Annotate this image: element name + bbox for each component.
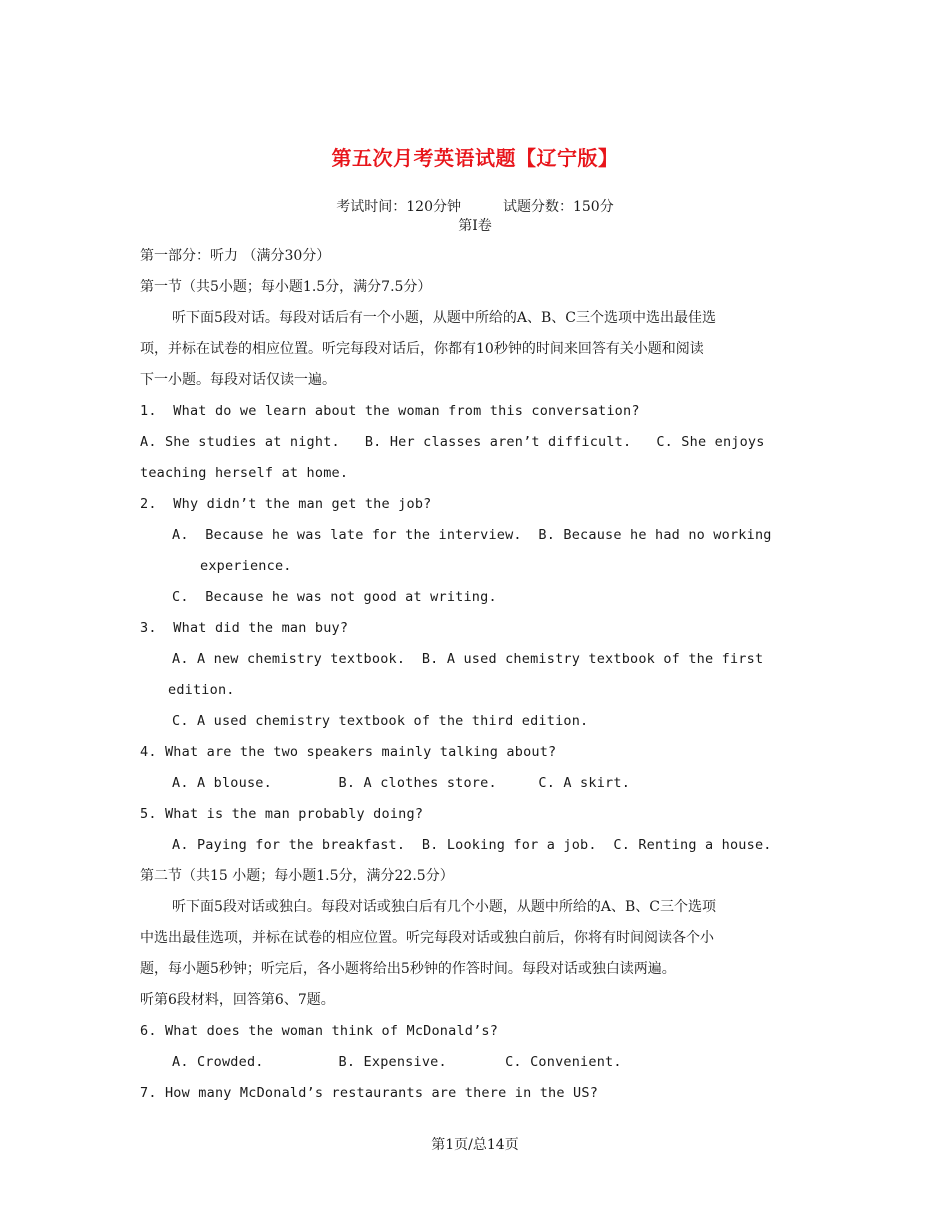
exam-title: 第五次月考英语试题【辽宁版】 bbox=[331, 146, 619, 170]
section1-instruction-line: 项，并标在试卷的相应位置。听完每段对话后，你都有10秒钟的时间来回答有关小题和阅读 bbox=[140, 341, 704, 357]
section1-heading: 第一节（共5小题；每小题1.5分，满分7.5分） bbox=[140, 279, 432, 295]
section2-instruction-line: 题，每小题5秒钟；听完后，各小题将给出5秒钟的作答时间。每段对话或独白读两遍。 bbox=[140, 961, 676, 977]
question-7: 7. How many McDonald’s restaurants are there in the US? bbox=[140, 1085, 599, 1101]
exam-info: 考试时间：120分钟 试题分数：150分 bbox=[336, 199, 614, 215]
section1-instruction-line: 下一小题。每段对话仅读一遍。 bbox=[140, 372, 336, 388]
section2-instruction-line: 听下面5段对话或独白。每段对话或独白后有几个小题，从题中所给的A、B、C三个选项 bbox=[172, 899, 717, 915]
question-1-options-cont: teaching herself at home. bbox=[140, 465, 349, 481]
page-footer: 第1页/总14页 bbox=[431, 1137, 519, 1153]
section2-heading: 第二节（共15 小题；每小题1.5分，满分22.5分） bbox=[140, 868, 454, 884]
part1-heading: 第一部分：听力 （满分30分） bbox=[140, 248, 331, 264]
question-1-options: A. She studies at night. B. Her classes aren’t difficult. C. She enjoys bbox=[140, 434, 765, 450]
question-3-option-c: C. A used chemistry textbook of the third edition. bbox=[172, 713, 589, 729]
question-5: 5. What is the man probably doing? bbox=[140, 806, 424, 822]
question-3-options: A. A new chemistry textbook. B. A used chemistry textbook of the first bbox=[172, 651, 764, 667]
question-4: 4. What are the two speakers mainly talking about? bbox=[140, 744, 557, 760]
question-1: 1. What do we learn about the woman from this conversation? bbox=[140, 403, 640, 419]
volume-label: 第Ⅰ卷 bbox=[458, 218, 492, 234]
question-2-option-a: A. Because he was late for the interview. B. Because he had no working bbox=[172, 527, 772, 543]
question-2-option-c: C. Because he was not good at writing. bbox=[172, 589, 497, 605]
question-6-options: A. Crowded. B. Expensive. C. Convenient. bbox=[172, 1054, 622, 1070]
question-6: 6. What does the woman think of McDonald’s? bbox=[140, 1023, 499, 1039]
material-6-label: 听第6段材料，回答第6、7题。 bbox=[140, 992, 335, 1008]
question-4-options: A. A blouse. B. A clothes store. C. A skirt. bbox=[172, 775, 631, 791]
question-3-options-cont: edition. bbox=[168, 682, 235, 698]
question-2: 2. Why didn’t the man get the job? bbox=[140, 496, 432, 512]
section1-instruction-line: 听下面5段对话。每段对话后有一个小题，从题中所给的A、B、C三个选项中选出最佳选 bbox=[172, 310, 717, 326]
question-5-options: A. Paying for the breakfast. B. Looking for a job. C. Renting a house. bbox=[172, 837, 772, 853]
section2-instruction-line: 中选出最佳选项，并标在试卷的相应位置。听完每段对话或独白前后，你将有时间阅读各个小 bbox=[140, 930, 714, 946]
question-3: 3. What did the man buy? bbox=[140, 620, 349, 636]
question-2-option-a-cont: experience. bbox=[200, 558, 292, 574]
